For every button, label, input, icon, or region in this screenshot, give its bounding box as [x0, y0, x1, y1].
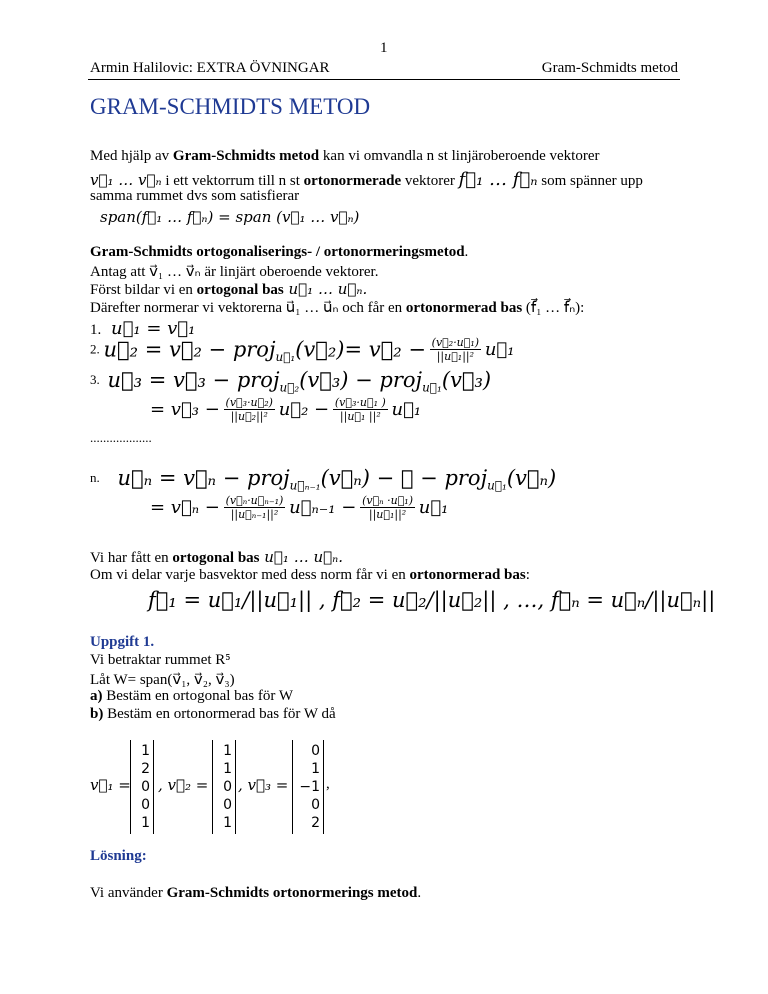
v3-entry: 0: [311, 743, 320, 759]
v3-entry: 2: [311, 815, 320, 831]
method-line-2: Först bildar vi en ortogonal bas u⃗₁ … u⃗ₙ.: [90, 280, 368, 298]
task-line-2: Låt W= span(v⃗₁, v⃗₂, v⃗₃): [90, 672, 235, 688]
intro-line-2: v⃗₁ … v⃗ₙ i ett vektorrum till n st ortonormerade vektorer f⃗₁ … f⃗ₙ som spänner upp: [90, 169, 643, 190]
step-3: 3. u⃗₃ = v⃗₃ − proj$_{u⃗_2}$(v⃗₃) − proj$_{u⃗_1}$(v⃗₃): [90, 368, 492, 395]
step-n-expansion: = v⃗ₙ − $\frac{\text{(v⃗ₙ·u⃗ₙ₋₁)}}{\text{||u⃗ₙ₋₁||²}}$ u⃗ₙ₋₁ − $\frac{\text{(v⃗ₙ ·u⃗₁)}}{\text{||u⃗₁||²}}$ u⃗₁: [150, 494, 449, 521]
header-rule: [88, 79, 680, 80]
intro-line-1: Med hjälp av Gram-Schmidts metod kan vi omvandla n st linjäroberoende vektorer: [90, 148, 600, 164]
v2-matrix: [212, 740, 236, 834]
v2-label: , v⃗₂ =: [158, 776, 209, 794]
step-3-expansion: = v⃗₃ − $\frac{\text{(v⃗₃·u⃗₂)}}{\text{||u⃗₂||²}}$ u⃗₂ − $\frac{\text{(v⃗₃·u⃗₁ )}}{\text{||u⃗₁ ||²}}$ u⃗₁: [150, 396, 422, 423]
v3-entry: 0: [311, 797, 320, 813]
after-line-2: Om vi delar varje basvektor med dess norm får vi en ortonormerad bas:: [90, 567, 530, 583]
v1-entry: 0: [141, 779, 150, 795]
v3-entry: 1: [311, 761, 320, 777]
step-2: 2. u⃗₂ = v⃗₂ − proj$_{u⃗_1}$(v⃗₂)= v⃗₂ − $\frac{\text{(v⃗₂·u⃗₁)}}{\text{||u⃗₁||²}}$ u⃗₁: [90, 336, 515, 364]
v3-matrix: [292, 740, 324, 834]
v2-entry: 0: [223, 779, 232, 795]
v2-entry: 1: [223, 761, 232, 777]
v1-entry: 2: [141, 761, 150, 777]
v1-label: v⃗₁ =: [90, 776, 131, 794]
v2-entry: 1: [223, 815, 232, 831]
header-left: Armin Halilovic: EXTRA ÖVNINGAR: [90, 60, 330, 76]
v1-entry: 1: [141, 743, 150, 759]
step-n: n. u⃗ₙ = v⃗ₙ − proj$_{u⃗_{n-1}}$(v⃗ₙ) − ⋯ − proj$_{u⃗_1}$(v⃗ₙ): [90, 466, 557, 493]
step-1: 1. u⃗₁ = v⃗₁: [90, 318, 196, 339]
task-line-1: Vi betraktar rummet R⁵: [90, 652, 231, 668]
page-title: GRAM-SCHMIDTS METOD: [90, 94, 371, 119]
v2-entry: 0: [223, 797, 232, 813]
dots: ...................: [90, 430, 152, 445]
solution-heading: Lösning:: [90, 848, 147, 864]
span-equation: span(f⃗₁ … f⃗ₙ) = span (v⃗₁ … v⃗ₙ): [100, 208, 360, 226]
normalization-formula: f⃗₁ = u⃗₁/||u⃗₁|| , f⃗₂ = u⃗₂/||u⃗₂|| , …, f⃗ₙ = u⃗ₙ/||u⃗ₙ||: [148, 588, 716, 612]
after-line-1: Vi har fått en ortogonal bas u⃗₁ … u⃗ₙ.: [90, 548, 343, 566]
page-number: 1: [380, 40, 388, 56]
task-heading: Uppgift 1.: [90, 634, 155, 650]
v3-comma: ,: [326, 776, 330, 792]
v1-matrix: [130, 740, 154, 834]
method-line-1: Antag att v⃗₁ … v⃗ₙ är linjärt oberoende vektorer.: [90, 264, 379, 280]
solution-line-1: Vi använder Gram-Schmidts ortonormerings metod.: [90, 885, 422, 901]
method-line-3: Därefter normerar vi vektorerna u⃗₁ … u⃗ₙ och får en ortonormerad bas (f⃗₁ … f⃗ₙ):: [90, 300, 585, 316]
v2-entry: 1: [223, 743, 232, 759]
method-heading: Gram-Schmidts ortogonaliserings- / ortonormeringsmetod.: [90, 244, 469, 260]
intro-line-3: samma rummet dvs som satisfierar: [90, 188, 300, 204]
task-a: a) Bestäm en ortogonal bas för W: [90, 688, 294, 704]
v1-entry: 1: [141, 815, 150, 831]
v3-entry: −1: [299, 779, 320, 795]
v1-entry: 0: [141, 797, 150, 813]
header-right: Gram-Schmidts metod: [541, 60, 678, 76]
v3-label: , v⃗₃ =: [238, 776, 289, 794]
task-b: b) Bestäm en ortonormerad bas för W då: [90, 706, 336, 722]
